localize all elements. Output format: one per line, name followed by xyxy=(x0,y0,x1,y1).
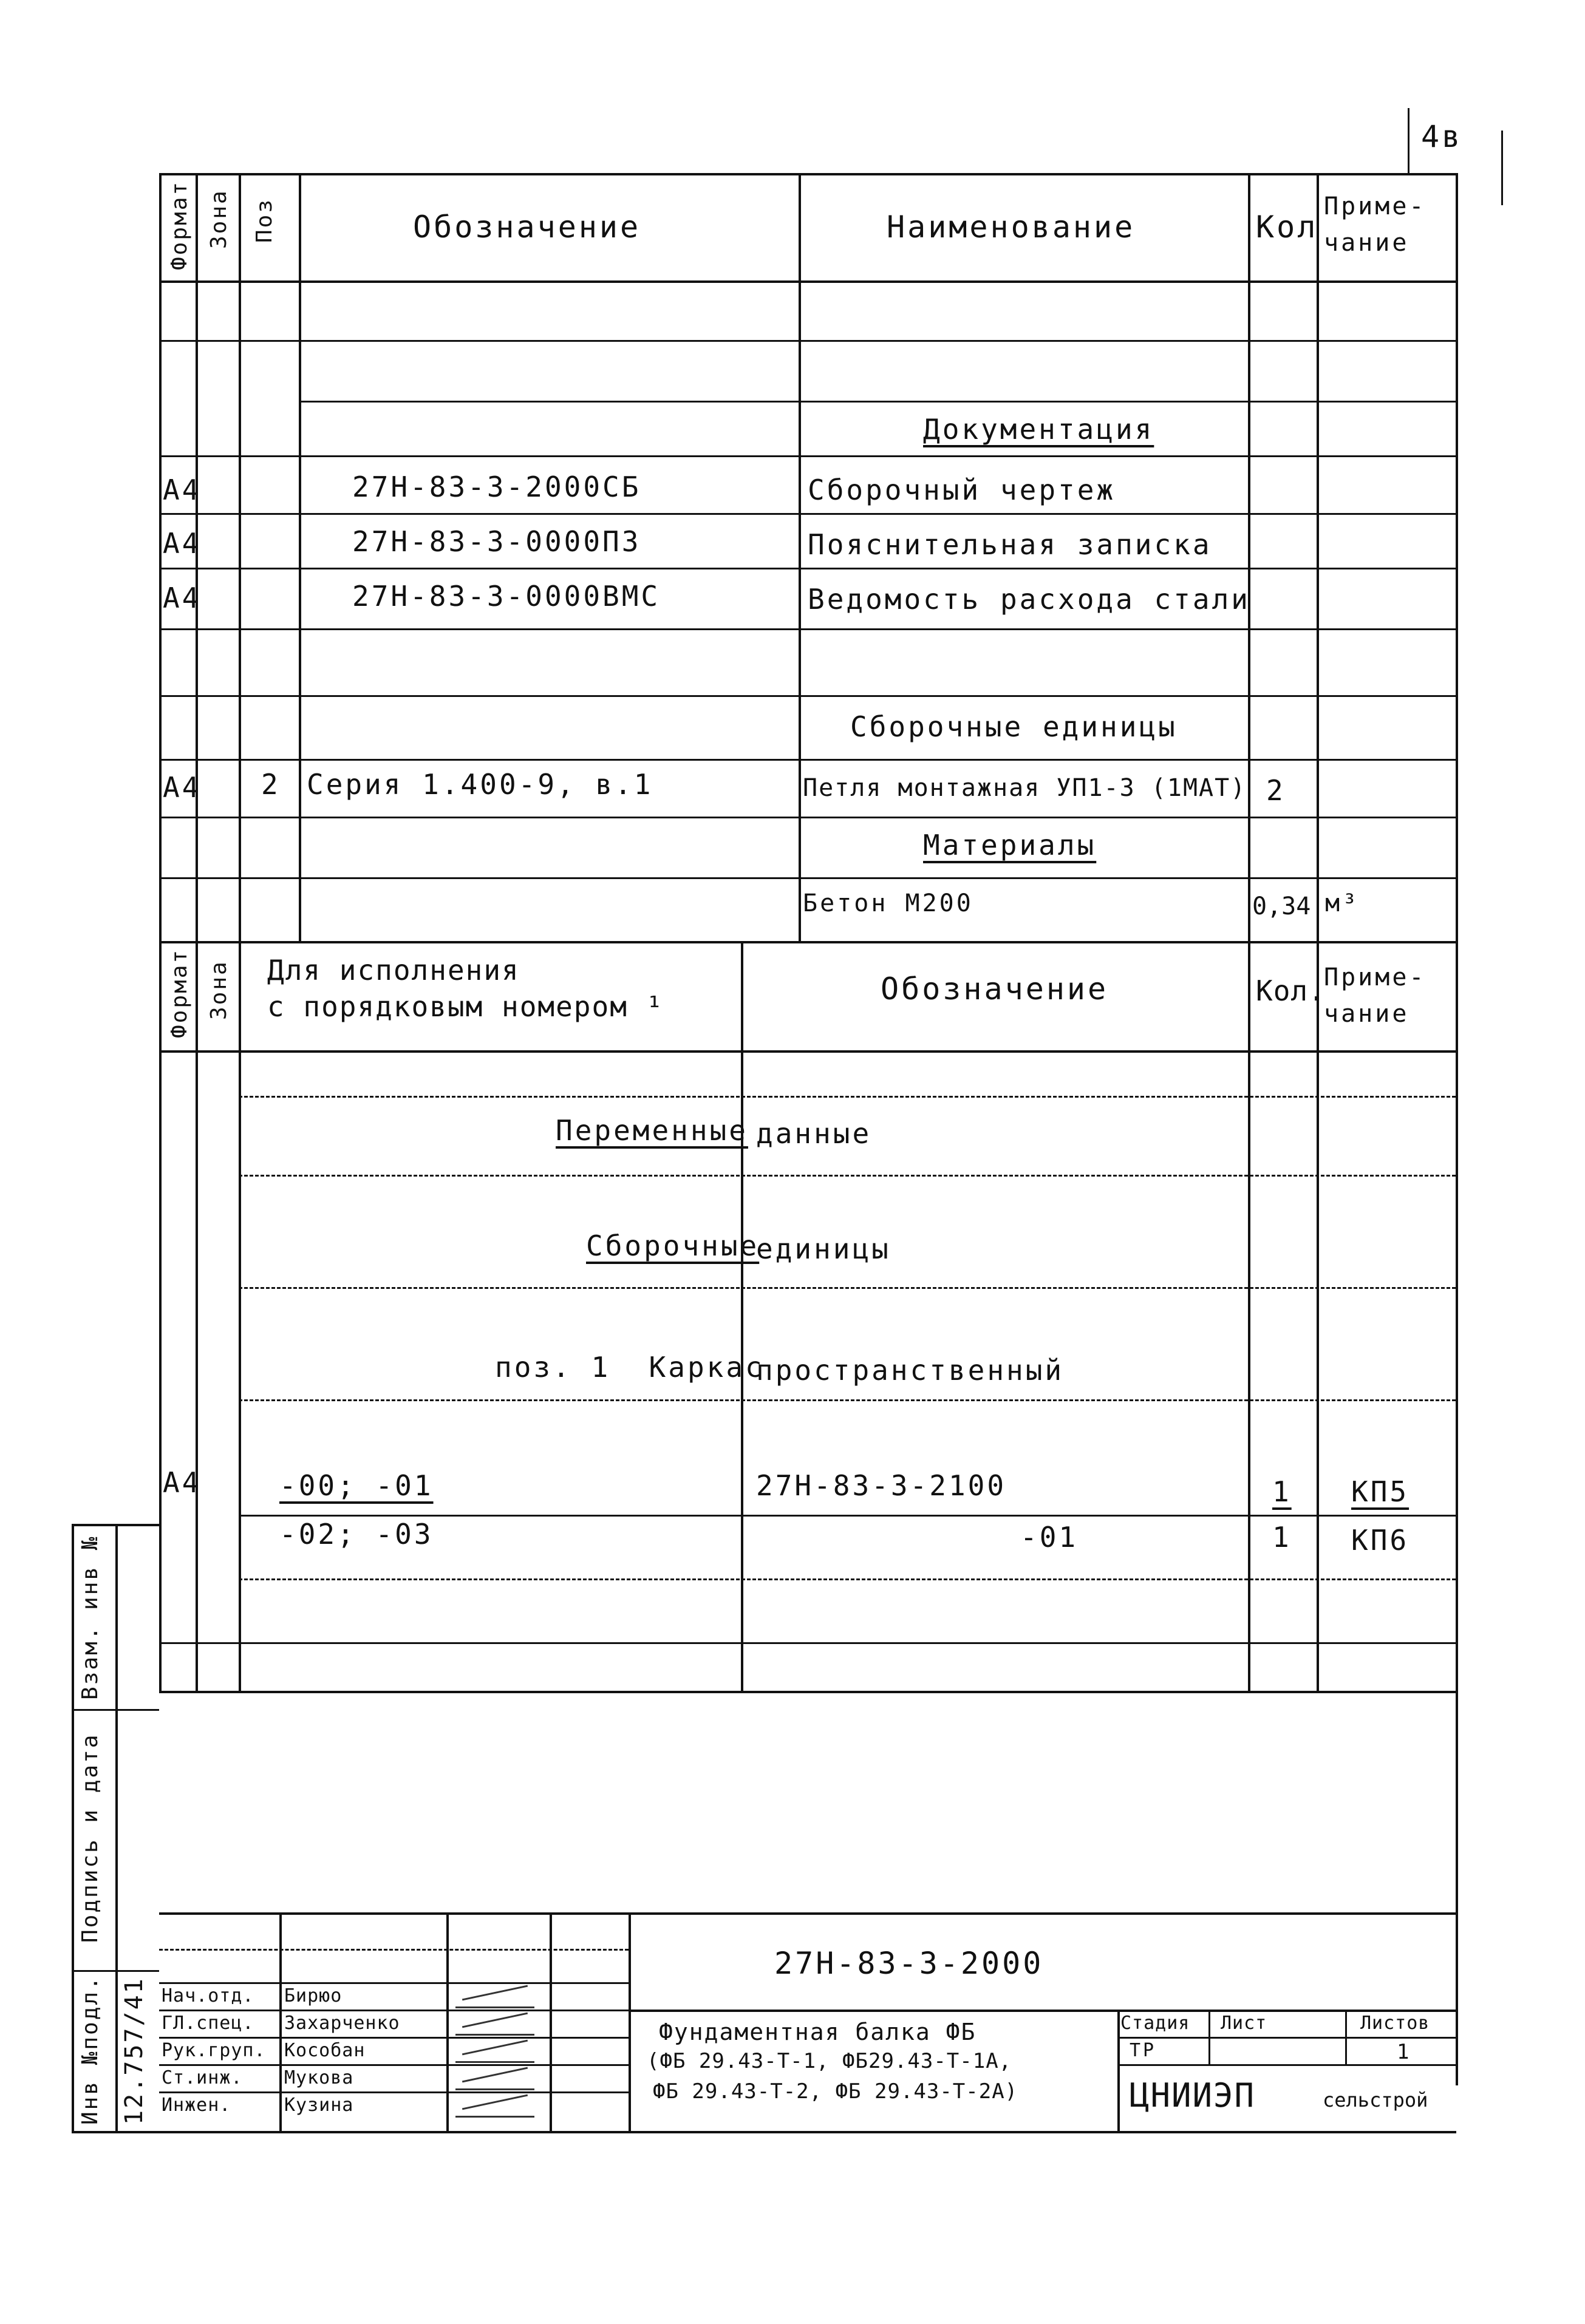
assembly-qty: 2 xyxy=(1266,774,1286,807)
variant-row-1-qty: 1 xyxy=(1272,1475,1292,1508)
name-4: Мукова xyxy=(284,2067,354,2088)
col-header-qty: Кол xyxy=(1256,209,1318,245)
variant-row-2-designation: -01 xyxy=(1020,1521,1079,1554)
doc-row-2-format: А4 xyxy=(163,527,202,560)
assembly-format: А4 xyxy=(163,771,202,804)
assembly-pos: 2 xyxy=(261,768,281,801)
sheets-value: 1 xyxy=(1397,2040,1412,2064)
doc-row-3-designation: 27Н-83-3-0000ВМС xyxy=(352,580,661,613)
item-right: пространственный xyxy=(756,1354,1065,1387)
variant-row-2-note: КП6 xyxy=(1351,1524,1409,1557)
signature-3 xyxy=(455,2040,534,2063)
name-3: Кособан xyxy=(284,2040,366,2061)
variable-data-left: Переменные xyxy=(556,1114,748,1147)
role-3: Рук.груп. xyxy=(162,2040,266,2061)
col-header-pos: Поз xyxy=(252,197,277,243)
section-materials: Материалы xyxy=(923,829,1097,861)
variant-row-1-format: А4 xyxy=(163,1466,202,1499)
material-note: м³ xyxy=(1325,889,1360,917)
role-1: Нач.отд. xyxy=(162,1985,254,2006)
description-line-3: ФБ 29.43-Т-2, ФБ 29.43-Т-2А) xyxy=(653,2079,1018,2104)
variant-col-header-designation: Обозначение xyxy=(881,971,1109,1007)
col-header-name: Наименование xyxy=(887,209,1136,245)
variant-row-2-qty: 1 xyxy=(1272,1521,1292,1554)
doc-row-1-designation: 27Н-83-3-2000СБ xyxy=(352,471,641,503)
signature-5 xyxy=(455,2095,534,2118)
variant-col-header-format: Формат xyxy=(167,948,192,1038)
assembly-name: Петля монтажная УП1-3 (1МАТ) xyxy=(803,774,1247,802)
variant-col-header-note: Приме- чание xyxy=(1324,963,1426,1028)
col-header-zone: Зона xyxy=(206,189,231,249)
doc-row-2-designation: 27Н-83-3-0000ПЗ xyxy=(352,525,641,558)
side-label-inv-orig: Инв №подл. xyxy=(78,1975,103,2125)
role-4: Ст.инж. xyxy=(162,2067,243,2088)
variant-row-1-note: КП5 xyxy=(1351,1475,1409,1508)
doc-code: 27Н-83-3-2000 xyxy=(774,1946,1044,1981)
description-line-2: (ФБ 29.43-Т-1, ФБ29.43-Т-1А, xyxy=(647,2049,1012,2073)
description-line-1: Фундаментная балка ФБ xyxy=(659,2019,977,2045)
variant-row-1-designation: 27Н-83-3-2100 xyxy=(756,1469,1007,1502)
signature-2 xyxy=(455,2013,534,2036)
doc-row-2-name: Пояснительная записка xyxy=(808,528,1212,561)
stage-value: ТР xyxy=(1130,2040,1157,2061)
organization-small: сельстрой xyxy=(1323,2088,1428,2112)
material-qty: 0,34 xyxy=(1252,892,1311,920)
name-5: Кузина xyxy=(284,2095,354,2116)
name-2: Захарченко xyxy=(284,2013,400,2034)
doc-row-3-name: Ведомость расхода стали xyxy=(808,583,1250,616)
side-label-sign-date: Подпись и дата xyxy=(78,1733,103,1943)
doc-row-1-name: Сборочный чертеж xyxy=(808,474,1116,506)
section-assemblies: Сборочные единицы xyxy=(850,710,1178,743)
role-2: ГЛ.спец. xyxy=(162,2013,254,2034)
variable-data-right: данные xyxy=(756,1117,872,1150)
role-5: Инжен. xyxy=(162,2095,231,2116)
side-label-inv-num: 12.757/41 xyxy=(120,1977,148,2125)
name-1: Бирюо xyxy=(284,1985,343,2006)
sheets-label: Листов xyxy=(1360,2013,1430,2034)
col-header-note: Приме- чание xyxy=(1324,192,1426,257)
assemblies-right: единицы xyxy=(756,1232,891,1265)
material-name: Бетон М200 xyxy=(803,889,973,917)
section-documentation: Документация xyxy=(923,413,1154,446)
variant-col-header-zone: Зона xyxy=(206,960,231,1020)
assemblies-left: Сборочные xyxy=(586,1229,760,1262)
item-left: поз. 1 Каркас xyxy=(495,1351,765,1384)
variant-row-1-execution: -00; -01 xyxy=(279,1469,434,1502)
variant-row-2-execution: -02; -03 xyxy=(279,1518,434,1551)
doc-row-1-format: А4 xyxy=(163,474,202,506)
signature-1 xyxy=(455,1985,534,2008)
signature-4 xyxy=(455,2067,534,2090)
assembly-designation: Серия 1.400-9, в.1 xyxy=(307,768,653,801)
col-header-designation: Обозначение xyxy=(413,209,641,245)
variant-col-header-execution: Для исполнения с порядковым номером ¹ xyxy=(267,954,664,1023)
col-header-format: Формат xyxy=(167,180,192,270)
sheet-label: Лист xyxy=(1221,2013,1267,2034)
variant-col-header-qty: Кол. xyxy=(1256,974,1326,1007)
side-label-inv-replace: Взам. инв № xyxy=(78,1535,103,1700)
organization-big: ЦНИИЭП xyxy=(1130,2076,1256,2115)
doc-row-3-format: А4 xyxy=(163,582,202,614)
sheet-number: 4в xyxy=(1421,119,1463,154)
stage-label: Стадия xyxy=(1120,2013,1190,2034)
